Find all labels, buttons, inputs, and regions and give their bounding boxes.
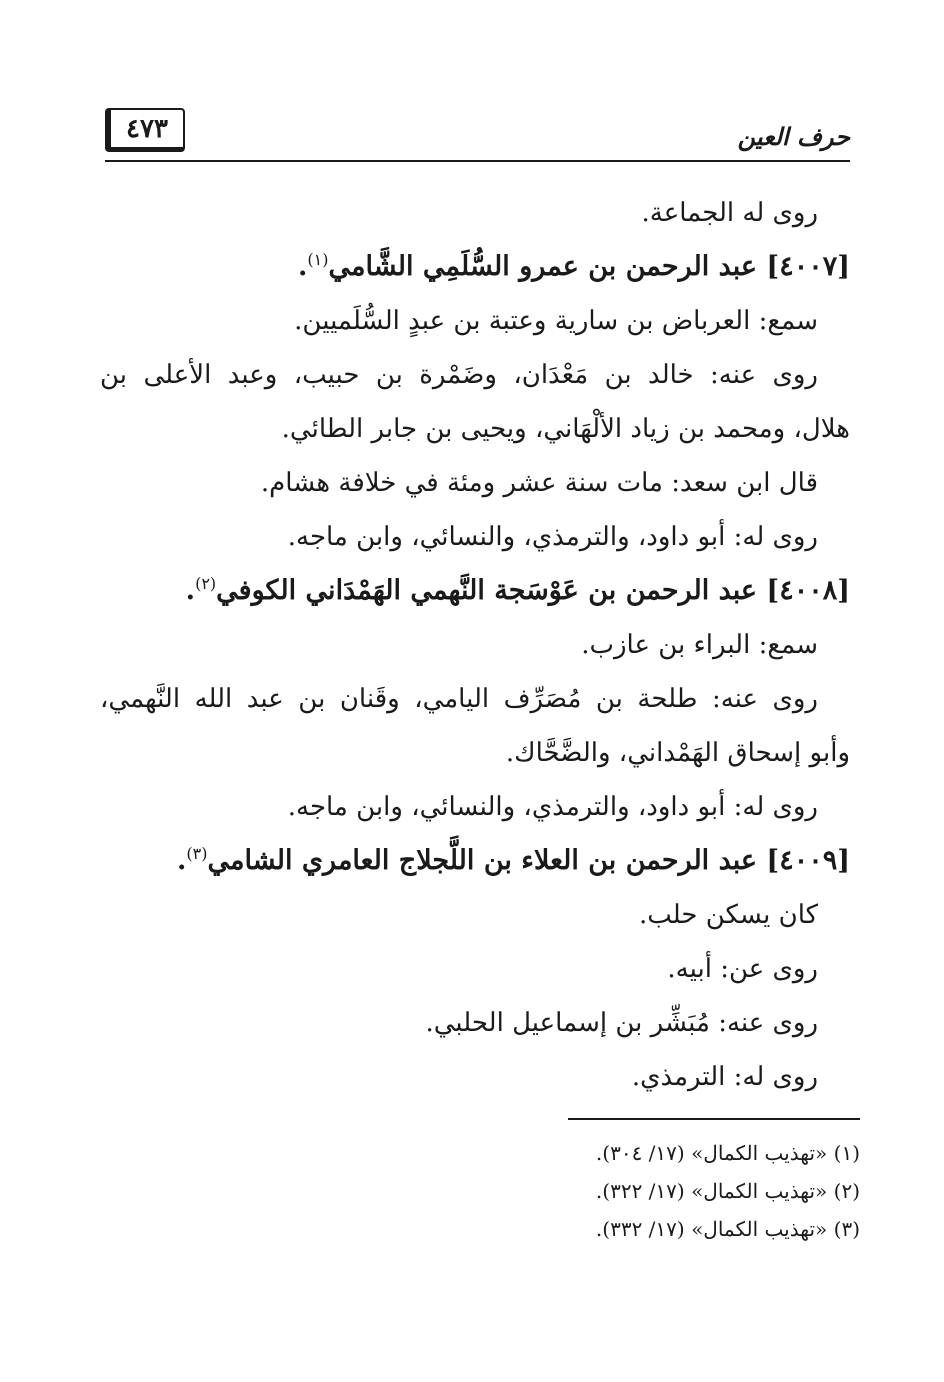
text-line: روى له: أبو داود، والترمذي، والنسائي، وابن ماجه. xyxy=(287,522,818,552)
footnotes xyxy=(400,1134,860,1248)
footnote-ref: (٢) xyxy=(195,574,217,593)
footnote-separator xyxy=(568,1118,860,1120)
page-header xyxy=(105,108,850,166)
text-line: هلال، ومحمد بن زياد الألْهَاني، ويحيى بن جابر الطائي. xyxy=(281,414,850,444)
text-line: روى عنه: طلحة بن مُصَرِّف اليامي، وقَنان بن عبد الله النَّهمي، xyxy=(100,684,818,714)
footnote: (٣) «تهذيب الكمال» (١٧/ ٣٣٢). xyxy=(595,1217,860,1241)
text-line: وأبو إسحاق الهَمْداني، والضَّحَّاك. xyxy=(505,738,850,768)
footnote-ref: (٣) xyxy=(186,844,208,863)
text-line: سمع: العرباض بن سارية وعتبة بن عبدٍ السُّلَميين. xyxy=(294,306,818,336)
footnote-ref: (١) xyxy=(307,250,329,269)
text-line: روى عنه: مُبَشِّر بن إسماعيل الحلبي. xyxy=(425,1008,818,1038)
entry-title: [٤٠٠٧] عبد الرحمن بن عمرو السُّلَمِي الشَّامي xyxy=(328,251,850,282)
entry-heading-4007: [٤٠٠٧] عبد الرحمن بن عمرو السُّلَمِي الشَّامي$^{(١)}$. xyxy=(298,250,850,282)
entry-title: [٤٠٠٨] عبد الرحمن بن عَوْسَجة النَّهمي الهَمْدَاني الكوفي xyxy=(216,575,850,606)
running-title: حرف العين xyxy=(737,122,850,151)
text-line: قال ابن سعد: مات سنة عشر ومئة في خلافة هشام. xyxy=(260,468,818,498)
text-line: روى له: أبو داود، والترمذي، والنسائي، وابن ماجه. xyxy=(287,792,818,822)
text-line: روى له: الترمذي. xyxy=(631,1062,818,1092)
entry-heading-4008: [٤٠٠٨] عبد الرحمن بن عَوْسَجة النَّهمي الهَمْدَاني الكوفي$^{(٢)}$. xyxy=(185,574,850,606)
text-line: روى له الجماعة. xyxy=(641,198,818,228)
main-text xyxy=(100,186,850,1104)
header-rule xyxy=(105,160,850,162)
text-line: روى عن: أبيه. xyxy=(667,954,818,984)
footnote: (٢) «تهذيب الكمال» (١٧/ ٣٢٢). xyxy=(595,1179,860,1203)
text-line: روى عنه: خالد بن مَعْدَان، وضَمْرة بن حبيب، وعبد الأعلى بن xyxy=(100,360,818,390)
text-line: كان يسكن حلب. xyxy=(639,900,818,930)
footnote: (١) «تهذيب الكمال» (١٧/ ٣٠٤). xyxy=(595,1141,860,1165)
page-number: ٤٧٣ xyxy=(105,108,185,152)
entry-heading-4009: [٤٠٠٩] عبد الرحمن بن العلاء بن اللَّجلاج العامري الشامي$^{(٣)}$. xyxy=(177,844,850,876)
entry-title: [٤٠٠٩] عبد الرحمن بن العلاء بن اللَّجلاج العامري الشامي xyxy=(207,845,850,876)
text-line: سمع: البراء بن عازب. xyxy=(581,630,818,660)
